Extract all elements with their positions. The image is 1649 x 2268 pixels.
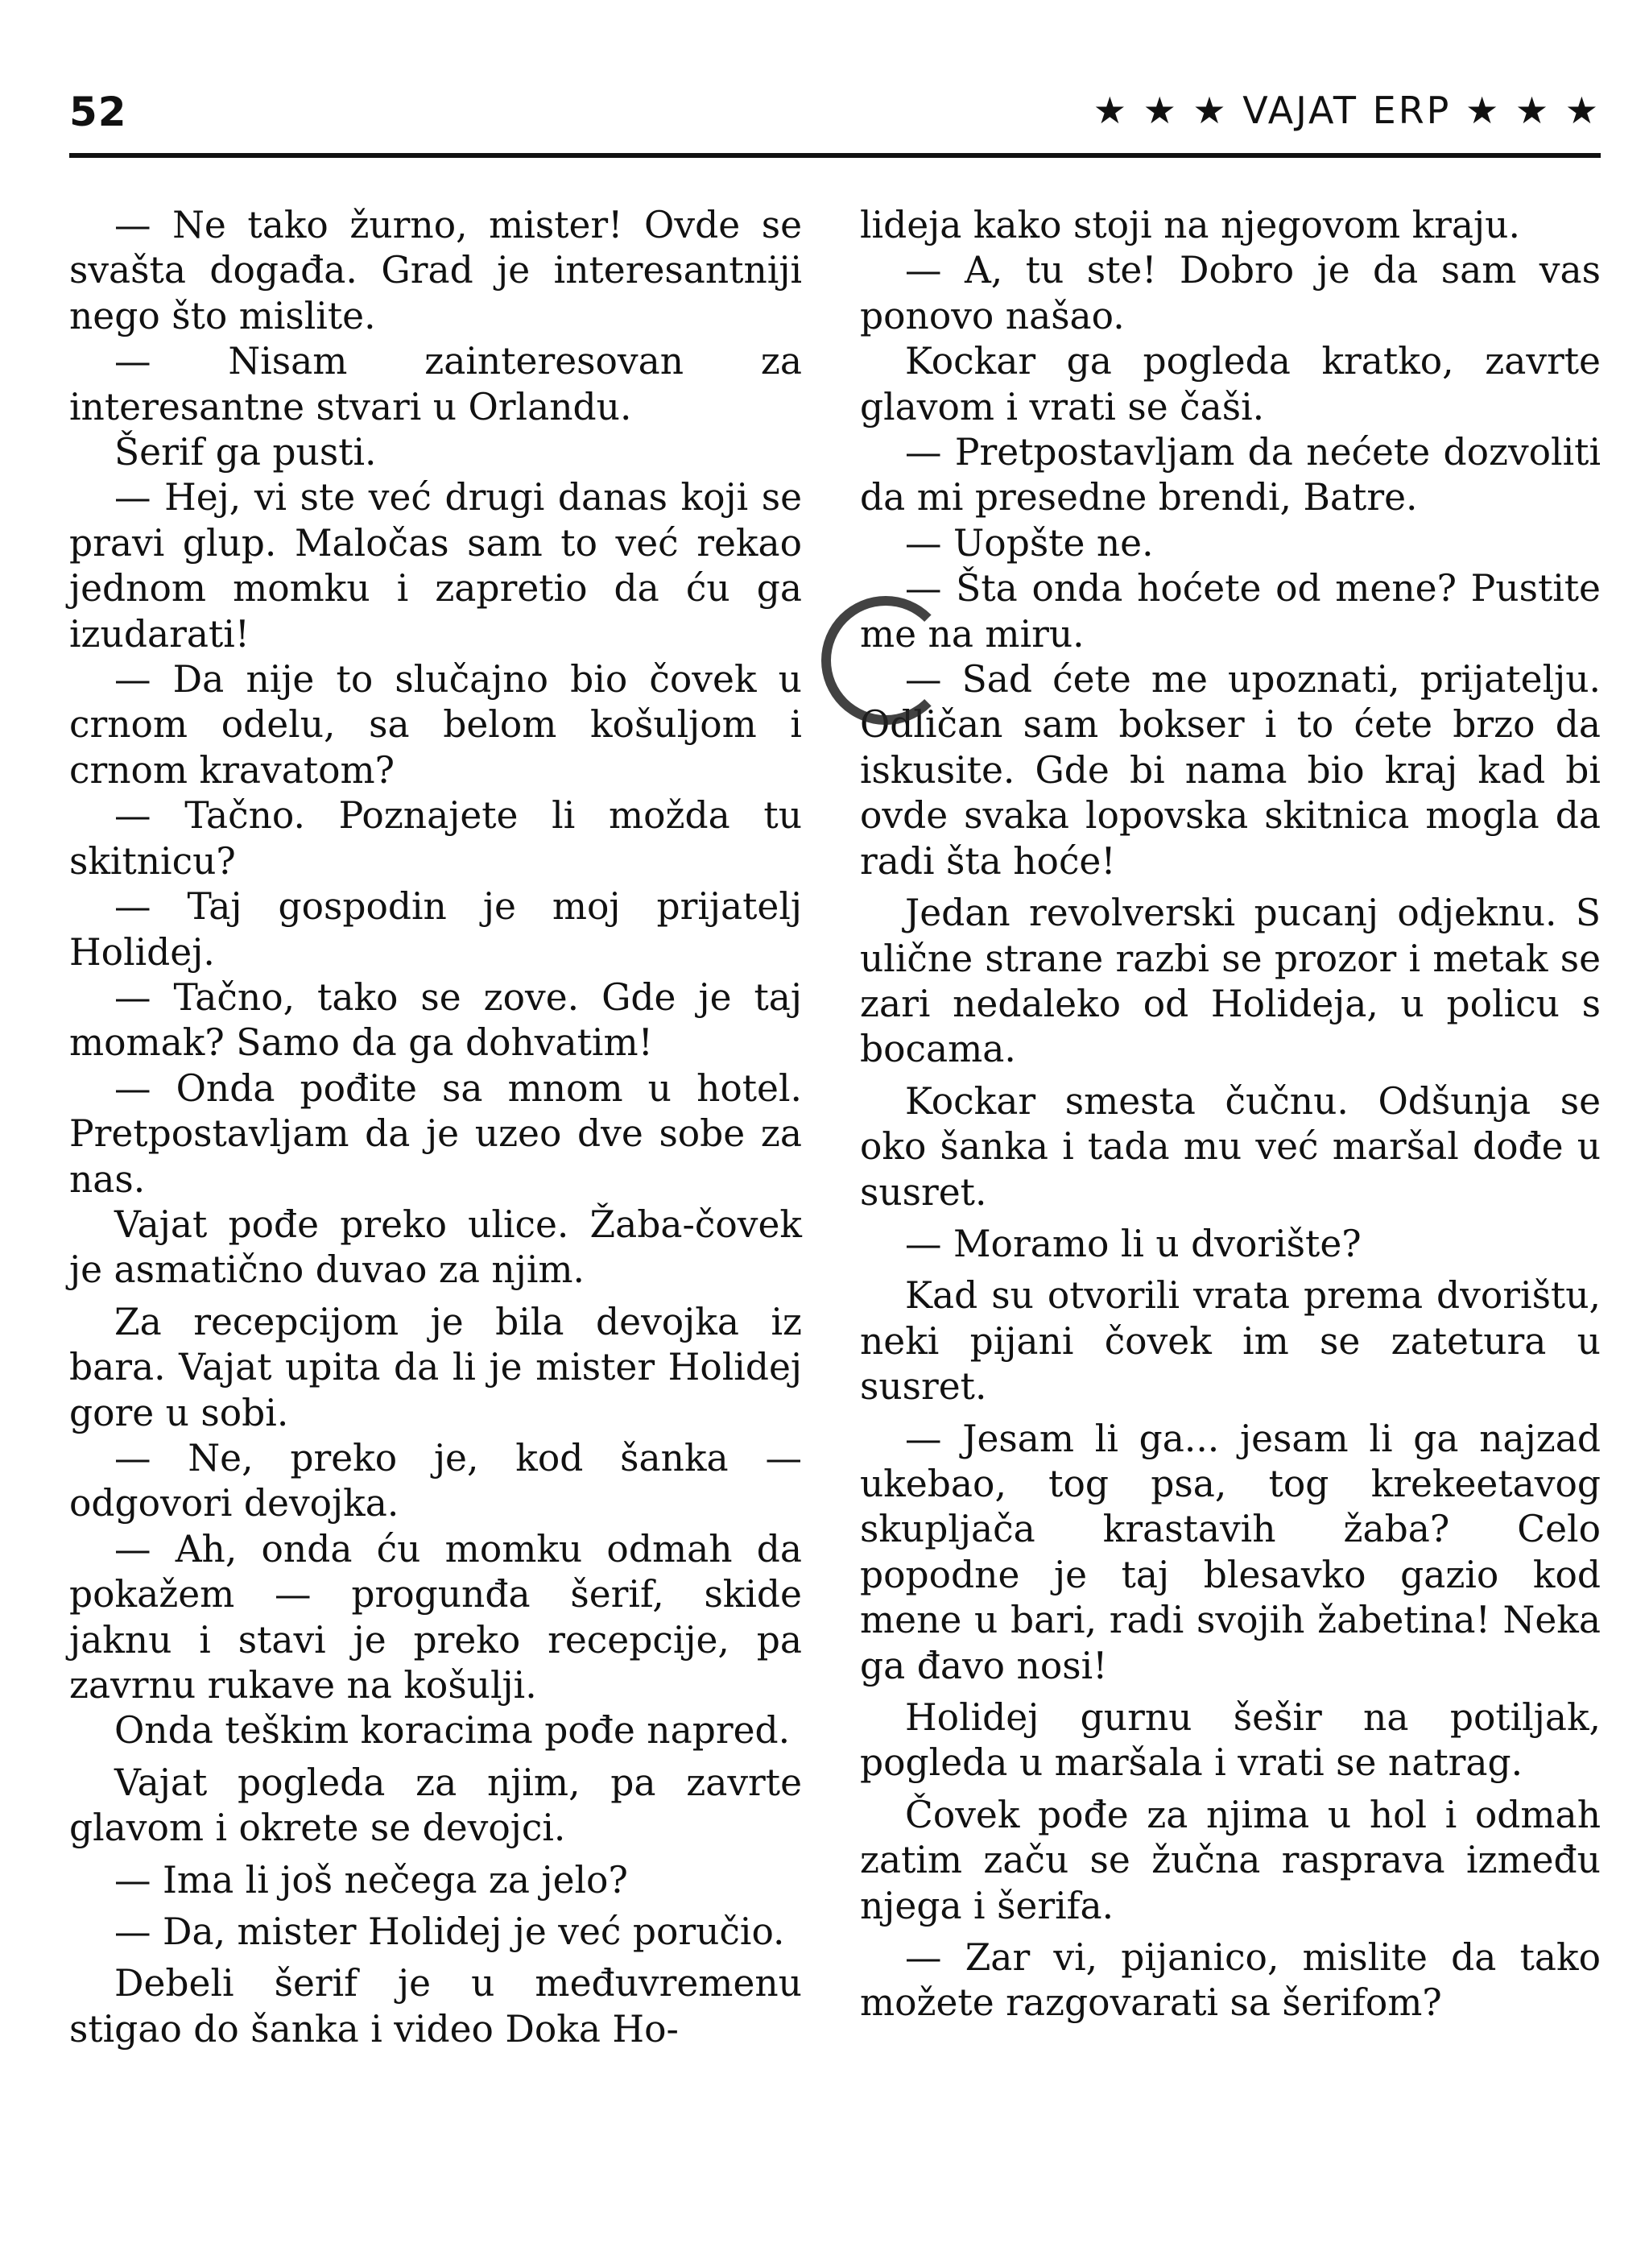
paragraph: — Ne tako žurno, mister! Ovde se svašta događa. Grad je interesantniji nego što mislite.: [69, 204, 802, 337]
paragraph: lideja kako stoji na njegovom kraju.: [860, 204, 1520, 246]
paragraph: — Pretpostavljam da nećete dozvoliti da mi presedne brendi, Batre.: [860, 431, 1601, 519]
paragraph: Kad su otvorili vrata prema dvorištu, neki pijani čovek im se zatetura u susret.: [860, 1274, 1601, 1409]
ink-stamp-mark: [821, 596, 950, 725]
page-header: [69, 89, 1601, 153]
page-number: 52: [69, 89, 127, 135]
left-column: [69, 203, 802, 2052]
running-title: ★ ★ ★ VAJAT ERP ★ ★ ★: [1093, 89, 1601, 132]
paragraph: — Moramo li u dvorište?: [905, 1222, 1362, 1265]
paragraph: — Tačno, tako se zove. Gde je taj momak? Samo da ga dohvatim!: [69, 975, 802, 1065]
paragraph: Jedan revolverski pucanj odjeknu. S ulične strane razbi se prozor i metak se zari nedaleko od Holideja, u policu s bocama.: [860, 892, 1601, 1071]
paragraph: Kockar ga pogleda kratko, zavrte glavom i vrati se čaši.: [860, 340, 1601, 428]
paragraph: — A, tu ste! Dobro je da sam vas ponovo našao.: [860, 249, 1601, 337]
paragraph: Vajat pođe preko ulice. Žaba-čovek je asmatično duvao za njim.: [69, 1202, 802, 1292]
paragraph: Kockar smesta čučnu. Odšunja se oko šanka i tada mu već maršal dođe u susret.: [860, 1079, 1601, 1214]
paragraph: — Ah, onda ću momku odmah da pokažem — progunđa šerif, skide jaknu i stavi je preko recepcije, pa zavrnu rukave na košulji.: [69, 1527, 802, 1707]
paragraph: Čovek pođe za njima u hol i odmah zatim začu se žučna rasprava između njega i šerifa.: [860, 1793, 1601, 1927]
paragraph: — Ima li još nečega za jelo?: [114, 1858, 628, 1902]
paragraph: — Sad ćete me upoznati, prijatelju. Odličan sam bokser i to ćete brzo da iskusite. Gde bi nama bio kraj kad bi ovde svaka lopovska skitnica mogla da radi šta hoće!: [860, 658, 1601, 883]
right-column: [860, 203, 1601, 2026]
paragraph: Debeli šerif je u međuvremenu stigao do šanka i video Doka Ho-: [69, 1962, 802, 2051]
paragraph: — Uopšte ne.: [905, 521, 1154, 565]
header-rule: [69, 153, 1601, 158]
paragraph: — Šta onda hoćete od mene? Pustite me na miru.: [860, 567, 1601, 656]
paragraph: — Ne, preko je, kod šanka — odgovori devojka.: [69, 1436, 802, 1525]
paragraph: Vajat pogleda za njim, pa zavrte glavom i okrete se devojci.: [69, 1761, 802, 1850]
paragraph: — Nisam zainteresovan za interesantne stvari u Orlandu.: [69, 340, 802, 428]
paragraph: Za recepcijom je bila devojka iz bara. Vajat upita da li je mister Holidej gore u sobi.: [69, 1300, 802, 1434]
paragraph: — Onda pođite sa mnom u hotel. Pretpostavljam da je uzeo dve sobe za nas.: [69, 1066, 802, 1201]
paragraph: — Taj gospodin je moj prijatelj Holidej.: [69, 885, 802, 974]
paragraph: — Da nije to slučajno bio čovek u crnom odelu, sa belom košuljom i crnom kravatom?: [69, 658, 802, 792]
paragraph: — Zar vi, pijanico, mislite da tako možete razgovarati sa šerifom?: [860, 1936, 1601, 2025]
paragraph: Holidej gurnu šešir na potiljak, pogleda u maršala i vrati se natrag.: [860, 1696, 1601, 1785]
paragraph: Šerif ga pusti.: [114, 431, 377, 474]
paragraph: — Tačno. Poznajete li možda tu skitnicu?: [69, 794, 802, 883]
paragraph: — Hej, vi ste već drugi danas koji se pravi glup. Maločas sam to već rekao jednom momku i zapretio da ću ga izudarati!: [69, 476, 802, 656]
paragraph: — Da, mister Holidej je već poručio.: [114, 1910, 785, 1954]
paragraph: Onda teškim koracima pođe napred.: [114, 1709, 791, 1753]
paragraph: — Jesam li ga... jesam li ga najzad ukebao, tog psa, tog krekeetavog skupljača krastavih žaba? Celo popodne je taj blesavko gazio kod mene u bari, radi svojih žabetina! Neka ga đavo nosi!: [860, 1417, 1601, 1687]
